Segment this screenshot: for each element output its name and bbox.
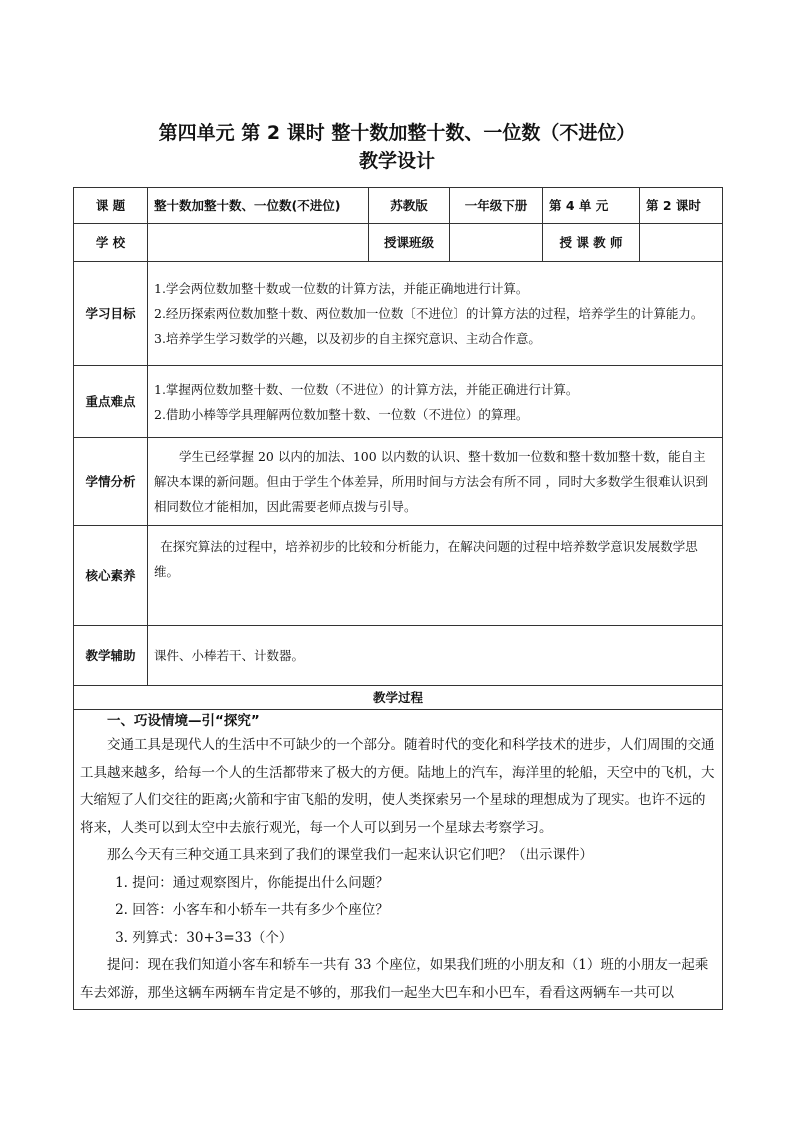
lesson-plan-table [73, 187, 723, 1010]
process-item: 3. 列算式：30+3=33（个） [115, 929, 293, 946]
school-label: 学 校 [74, 224, 148, 262]
table-row [74, 686, 723, 710]
table-row [74, 224, 723, 262]
table-row [74, 438, 723, 526]
process-item: 1. 提问：通过观察图片，你能提出什么问题？ [115, 874, 389, 891]
table-row [74, 526, 723, 626]
goal-item: 3.培养学生学习数学的兴趣，以及初步的自主探究意识、主动合作意。 [154, 331, 541, 346]
goals-label: 学习目标 [74, 262, 148, 366]
grade: 一年级下册 [450, 188, 543, 224]
table-row [74, 188, 723, 224]
class-value [450, 224, 543, 262]
table-row [74, 626, 723, 686]
aid-content [148, 626, 723, 686]
process-paragraph: 提问：现在我们知道小客车和轿车一共有 33 个座位，如果我们班的小朋友和（1）班的小朋友一起乘车去郊游，那坐这辆车两辆车肯定是不够的，那我们一起坐大巴车和小巴车，看看这两辆车一共可以 [80, 957, 709, 1001]
table-row [74, 262, 723, 366]
section-heading: 一、巧设情境—引“探究” [107, 713, 260, 729]
aid-text: 课件、小棒若干、计数器。 [154, 648, 305, 663]
goal-item: 1.学会两位数加整十数或一位数的计算方法，并能正确地进行计算。 [154, 281, 529, 296]
publisher: 苏教版 [369, 188, 450, 224]
school-value [148, 224, 369, 262]
process-paragraph: 交通工具是现代人的生活中不可缺少的一个部分。随着时代的变化和科学技术的进步，人们周围的交通工具越来越多，给每一个人的生活都带来了极大的方便。陆地上的汽车，海洋里的轮船，天空中的飞机，大大缩短了人们交往的距离;火箭和宇宙飞船的发明，使人类探索另一个星球的理想成为了现实。也许不远的将来，人类可以到太空中去旅行观光，每一个人可以到另一个星球去考察学习。 [80, 737, 715, 836]
document-title: 第四单元 第 2 课时 整十数加整十数、一位数（不进位） [158, 122, 636, 144]
analysis-content [148, 438, 723, 526]
topic-value: 整十数加整十数、一位数(不进位) [148, 188, 369, 224]
key-label: 重点难点 [74, 366, 148, 438]
aid-label: 教学辅助 [74, 626, 148, 686]
teacher-label: 授 课 教 师 [543, 224, 640, 262]
class-label: 授课班级 [369, 224, 450, 262]
table-row [74, 710, 723, 1010]
document-subtitle: 教学设计 [358, 150, 435, 172]
lesson: 第 2 课时 [640, 188, 723, 224]
key-item: 1.掌握两位数加整十数、一位数（不进位）的计算方法，并能正确进行计算。 [154, 381, 579, 397]
table-row [74, 366, 723, 438]
core-content [148, 526, 723, 626]
process-item: 2. 回答：小客车和小轿车一共有多少个座位？ [115, 902, 389, 918]
goal-item: 2.经历探索两位数加整十数、两位数加一位数〔不进位〕的计算方法的过程，培养学生的计算能力。 [154, 306, 704, 321]
goals-content [148, 262, 723, 366]
process-content [74, 710, 723, 1010]
core-label: 核心素养 [74, 526, 148, 626]
core-text: 在探究算法的过程中，培养初步的比较和分析能力，在解决问题的过程中培养数学意识发展数学思维。 [154, 539, 698, 579]
topic-label: 课 题 [74, 188, 148, 224]
process-heading: 教学过程 [74, 686, 723, 710]
analysis-label: 学情分析 [74, 438, 148, 526]
process-paragraph: 那么今天有三种交通工具来到了我们的课堂我们一起来认识它们吧？（出示课件） [107, 847, 593, 863]
teacher-value [640, 224, 723, 262]
analysis-text: 学生已经掌握 20 以内的加法、100 以内数的认识、整十数加一位数和整十数加整十数，能自主解决本课的新问题。但由于学生个体差异，所用时间与方法会有所不同 ，同时大多数学生很难认识到相同数位才能相加，因此需要老师点拨与引导。 [154, 449, 708, 514]
unit: 第 4 单 元 [543, 188, 640, 224]
key-content [148, 366, 723, 438]
key-item: 2.借助小棒等学具理解两位数加整十数、一位数（不进位）的算理。 [154, 406, 529, 422]
